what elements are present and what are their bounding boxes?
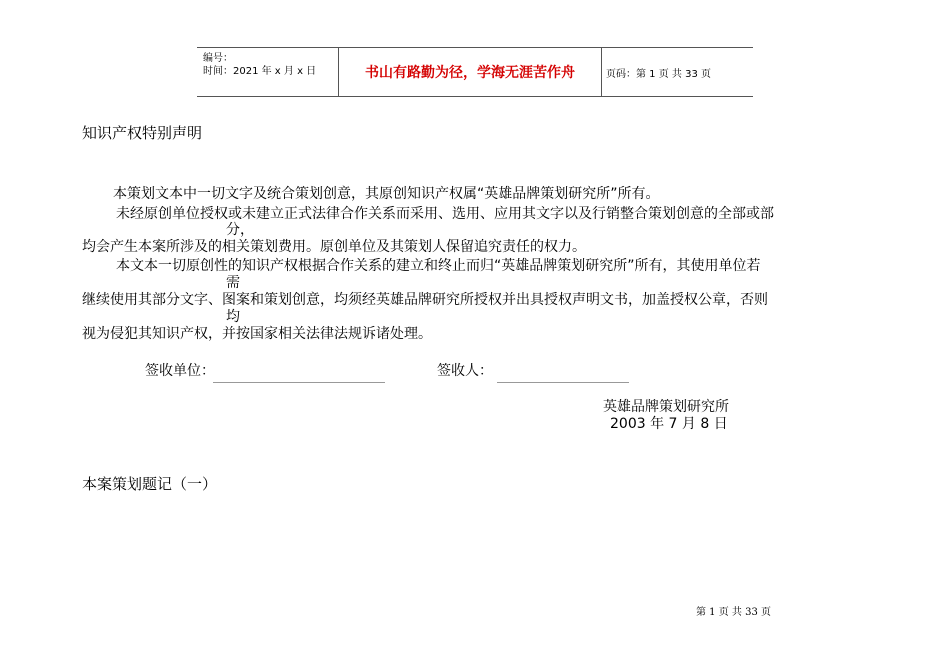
header-motto-cell xyxy=(339,48,602,96)
document-header xyxy=(197,47,753,97)
signature-date: 2003 年 7 月 8 日 xyxy=(610,416,728,432)
header-meta-cell xyxy=(197,48,339,96)
header-page-cell xyxy=(602,48,752,96)
paragraph-3-line-3: 视为侵犯其知识产权，并按国家相关法律法规诉诸处理。 xyxy=(82,326,432,342)
section-title-inscription: 本案策划题记（一） xyxy=(82,475,218,493)
paragraph-2-line-2: 均会产生本案所涉及的相关策划费用。原创单位及其策划人保留追究责任的权力。 xyxy=(82,239,586,255)
paragraph-3-line-1: 本文本一切原创性的知识产权根据合作关系的建立和终止而归“英雄品牌策划研究所”所有，其使用单位若 xyxy=(116,258,761,274)
footer-page-number: 第 1 页 共 33 页 xyxy=(696,607,771,618)
paragraph-1: 本策划文本中一切文字及统合策划创意，其原创知识产权属“英雄品牌策划研究所”所有。 xyxy=(113,186,660,202)
receiver-line xyxy=(497,382,629,383)
paragraph-3-wrap-1: 需 xyxy=(226,275,240,291)
receiver-label: 签收人： xyxy=(437,363,493,379)
signature-org: 英雄品牌策划研究所 xyxy=(603,399,729,415)
receiving-unit-label: 签收单位： xyxy=(145,363,215,379)
time-label: 时间：2021 年 x 月 x 日 xyxy=(203,66,317,77)
number-label: 编号： xyxy=(203,53,233,64)
section-title-ip: 知识产权特别声明 xyxy=(82,124,203,142)
paragraph-2-line-1: 未经原创单位授权或未建立正式法律合作关系而采用、选用、应用其文字以及行销整合策划创意的全部或部 xyxy=(116,206,774,222)
paragraph-3-wrap-2: 均 xyxy=(226,309,240,325)
paragraph-3-line-2: 继续使用其部分文字、图案和策划创意，均须经英雄品牌研究所授权并出具授权声明文书，加盖授权公章，否则 xyxy=(82,292,768,308)
page-info: 页码：第 1 页 共 33 页 xyxy=(606,68,711,80)
receiving-unit-line xyxy=(213,382,385,383)
paragraph-2-wrap: 分， xyxy=(226,222,254,238)
motto-text: 书山有路勤为径，学海无涯苦作舟 xyxy=(365,65,575,81)
